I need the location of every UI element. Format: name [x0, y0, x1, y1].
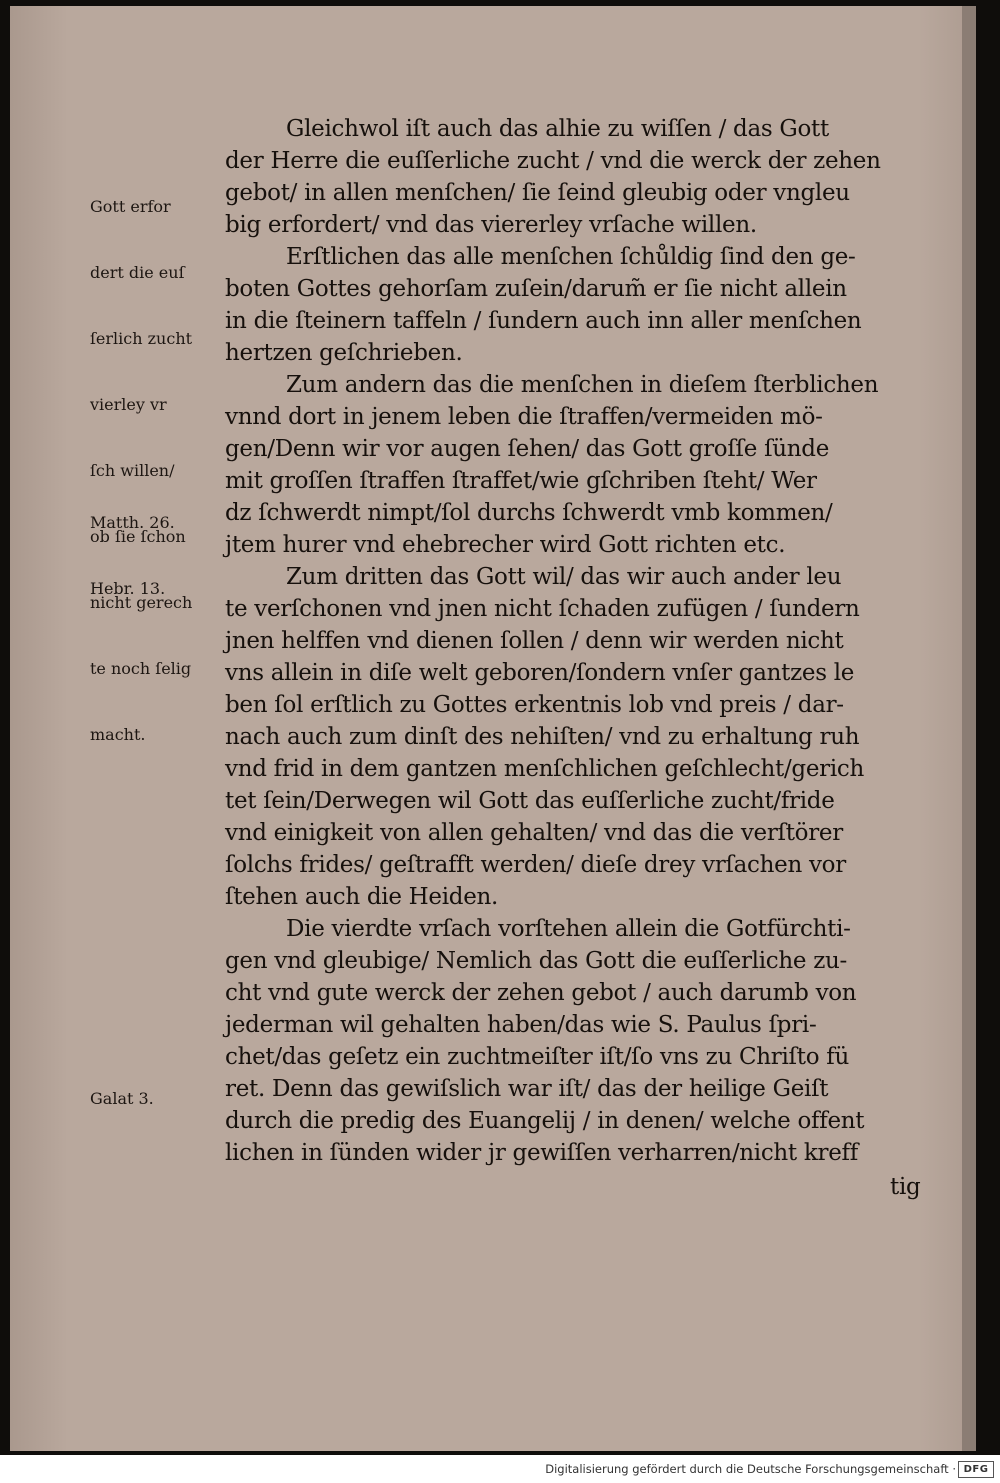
- text-line: vnd einigkeit von allen gehalten/ vnd das die verſtörer: [225, 820, 843, 846]
- text-line: lichen in ſünden wider jr gewiſſen verharren/nicht kreff: [225, 1140, 858, 1166]
- footer-bar: [0, 1455, 1000, 1483]
- margin-note-line: ſch willen/: [90, 461, 175, 480]
- margin-note-3: [90, 1044, 154, 1154]
- margin-note-line: dert die euſ: [90, 263, 185, 282]
- page-edge: [962, 6, 976, 1451]
- text-line: jederman wil gehalten haben/das wie S. Paulus ſpri-: [225, 1012, 817, 1038]
- text-line: mit groſſen ſtraffen ſtraffet/wie gſchriben ſteht/ Wer: [225, 468, 817, 494]
- text-line: tet ſein/Derwegen wil Gott das euſſerliche zucht/fride: [225, 788, 835, 814]
- margin-note-line: ob ſie ſchon: [90, 527, 186, 546]
- margin-note-line: te noch ſelig: [90, 659, 192, 678]
- margin-note-line: macht.: [90, 725, 146, 744]
- text-line: der Herre die euſſerliche zucht / vnd die werck der zehen: [225, 148, 881, 174]
- text-line: vns allein in diſe welt geboren/ſondern vnſer gantzes le: [225, 660, 855, 686]
- text-line: Zum andern das die menſchen in dieſem ſterblichen: [286, 372, 879, 398]
- margin-note-line: vierley vr: [90, 395, 167, 414]
- text-line: vnd frid in dem gantzen menſchlichen geſchlecht/gerich: [225, 756, 864, 782]
- text-line: ſolchs frides/ geſtrafft werden/ dieſe drey vrſachen vor: [225, 852, 846, 878]
- text-line: cht vnd gute werck der zehen gebot / auch darumb von: [225, 980, 857, 1006]
- margin-note-line: ſerlich zucht: [90, 329, 193, 348]
- dfg-logo: DFG: [958, 1461, 994, 1478]
- text-line: jnen helffen vnd dienen ſollen / denn wir werden nicht: [225, 628, 844, 654]
- text-line: boten Gottes gehorſam zuſein/darum̃ er ſie nicht allein: [225, 276, 847, 302]
- margin-note-line: Gott erfor: [90, 197, 171, 216]
- book-page: [10, 6, 976, 1451]
- text-line: ret. Denn das gewiſslich war iſt/ das der heilige Geiſt: [225, 1076, 829, 1102]
- text-line: gebot/ in allen menſchen/ ſie ſeind gleubig oder vngleu: [225, 180, 850, 206]
- text-line: Zum dritten das Gott wil/ das wir auch ander leu: [286, 564, 842, 590]
- funding-credit: Digitalisierung gefördert durch die Deutsche Forschungsgemeinschaft ·: [545, 1462, 956, 1476]
- text-line: te verſchonen vnd jnen nicht ſchaden zufügen / ſundern: [225, 596, 860, 622]
- text-line: vnnd dort in jenem leben die ſtraffen/vermeiden mö-: [225, 404, 823, 430]
- text-line: durch die predig des Euangelij / in denen/ welche offent: [225, 1108, 865, 1134]
- text-line: ſtehen auch die Heiden.: [225, 884, 499, 910]
- text-line: Gleichwol iſt auch das alhie zu wiſſen / das Gott: [286, 116, 829, 142]
- text-line: gen vnd gleubige/ Nemlich das Gott die euſſerliche zu-: [225, 948, 847, 974]
- text-line: Erſtlichen das alle menſchen ſchůldig ſind den ge-: [286, 244, 856, 270]
- margin-note-line: Galat 3.: [90, 1089, 154, 1108]
- margin-note-line: Hebr. 13.: [90, 579, 166, 598]
- text-line: hertzen geſchrieben.: [225, 340, 463, 366]
- margin-note-2: [90, 468, 175, 644]
- text-line: jtem hurer vnd ehebrecher wird Gott richten etc.: [225, 532, 786, 558]
- catchword: tig: [890, 1174, 921, 1200]
- text-line: dz ſchwerdt nimpt/ſol durchs ſchwerdt vmb kommen/: [225, 500, 833, 526]
- text-line: in die ſteinern taffeln / ſundern auch inn aller menſchen: [225, 308, 862, 334]
- text-line: gen/Denn wir vor augen ſehen/ das Gott groſſe ſünde: [225, 436, 830, 462]
- text-line: chet/das geſetz ein zuchtmeiſter iſt/ſo vns zu Chriſto fü: [225, 1044, 849, 1070]
- text-line: ben ſol erſtlich zu Gottes erkentnis lob vnd preis / dar-: [225, 692, 844, 718]
- text-line: nach auch zum dinſt des nehiſten/ vnd zu erhaltung ruh: [225, 724, 860, 750]
- margin-note-line: nicht gerech: [90, 593, 193, 612]
- text-line: Die vierdte vrſach vorſtehen allein die Gotfürchti-: [286, 916, 851, 942]
- margin-note-line: Matth. 26.: [90, 513, 175, 532]
- text-line: big erfordert/ vnd das viererley vrſache willen.: [225, 212, 757, 238]
